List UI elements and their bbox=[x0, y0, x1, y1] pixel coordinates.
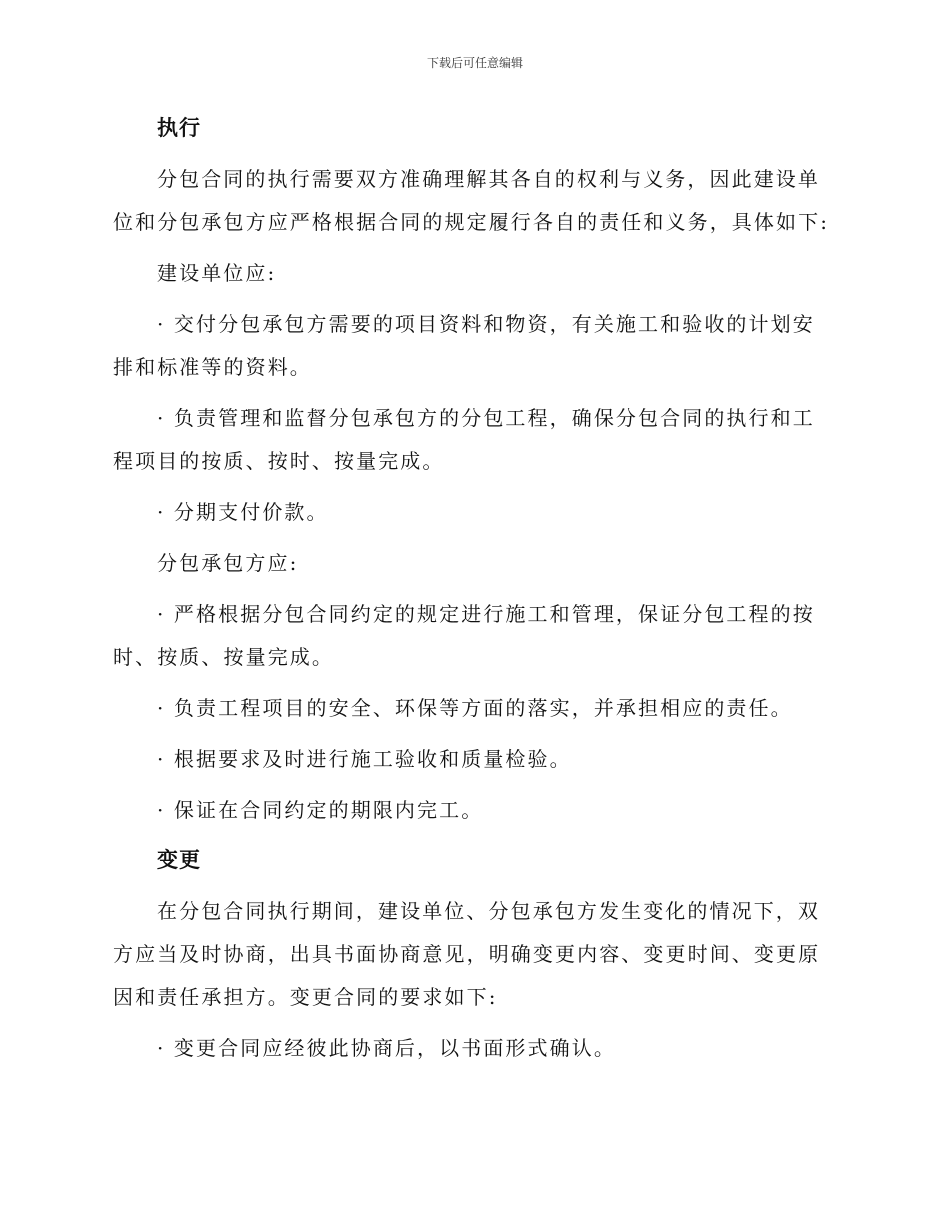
page-header: 下载后可任意编辑 bbox=[426, 56, 523, 70]
bullet-item: · 保证在合同约定的期限内完工。 bbox=[157, 798, 484, 822]
section-heading-change: 变更 bbox=[157, 848, 201, 872]
document-body bbox=[113, 108, 833, 1078]
bullet-item: · 变更合同应经彼此协商后，以书面形式确认。 bbox=[157, 1036, 616, 1060]
bullet-item: · 交付分包承包方需要的项目资料和物资，有关施工和验收的计划安排和标准等的资料。 bbox=[113, 312, 815, 379]
section-heading-execution: 执行 bbox=[157, 116, 201, 140]
paragraph: 分包承包方应: bbox=[157, 551, 299, 575]
bullet-item: · 严格根据分包合同约定的规定进行施工和管理，保证分包工程的按时、按质、按量完成。 bbox=[113, 602, 815, 669]
bullet-item: · 分期支付价款。 bbox=[157, 500, 329, 524]
bullet-item: · 负责管理和监督分包承包方的分包工程，确保分包合同的执行和工程项目的按质、按时、按量完成。 bbox=[113, 406, 815, 473]
bullet-item: · 负责工程项目的安全、环保等方面的落实，并承担相应的责任。 bbox=[157, 696, 793, 720]
paragraph: 建设单位应: bbox=[157, 261, 277, 285]
bullet-item: · 根据要求及时进行施工验收和质量检验。 bbox=[157, 747, 572, 771]
paragraph: 分包合同的执行需要双方准确理解其各自的权利与义务，因此建设单位和分包承包方应严格根据合同的规定履行各自的责任和义务，具体如下: bbox=[113, 167, 830, 234]
paragraph: 在分包合同执行期间，建设单位、分包承包方发生变化的情况下，双方应当及时协商，出具书面协商意见，明确变更内容、变更时间、变更原因和责任承担方。变更合同的要求如下: bbox=[113, 899, 821, 1009]
